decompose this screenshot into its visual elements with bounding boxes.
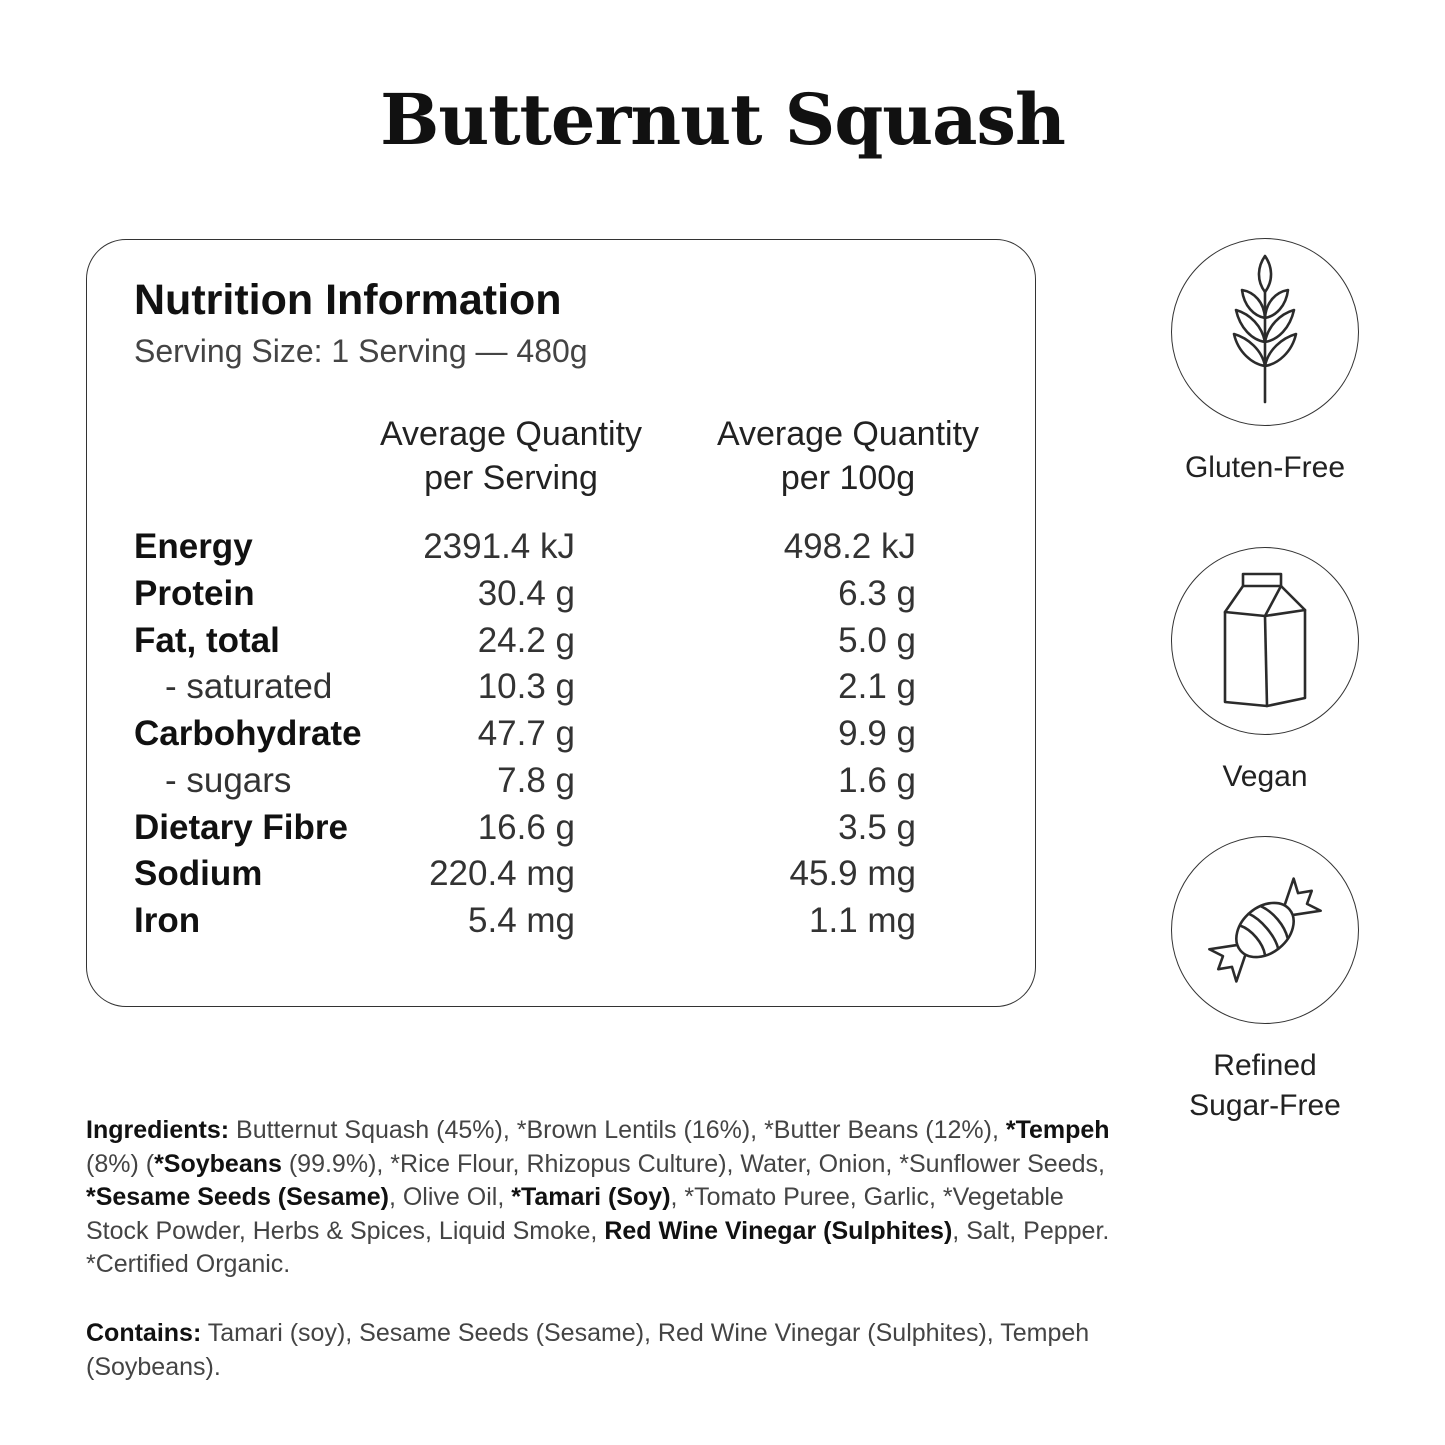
badge-gluten-free: [1170, 238, 1360, 488]
value-per-100g: 5.0 g: [838, 620, 916, 660]
value-per-serving: 24.2 g: [477, 620, 575, 660]
value-per-serving: 16.6 g: [477, 807, 575, 847]
ingredient-text: (8%) (: [86, 1149, 155, 1178]
value-per-100g: 3.5 g: [838, 807, 916, 847]
ingredient-highlight: Ingredients:: [86, 1116, 230, 1144]
badge-label-line: Sugar-Free: [1189, 1089, 1341, 1122]
nutrient-label: - sugars: [165, 760, 292, 800]
value-per-100g: 498.2 kJ: [783, 527, 916, 566]
nutrition-heading: Nutrition Information: [134, 276, 562, 324]
badge-circle: [1171, 547, 1359, 735]
table-row: [87, 571, 1035, 618]
table-row: [87, 898, 1035, 945]
value-per-serving: 47.7 g: [477, 714, 575, 753]
badge-label: Gluten-Free: [1184, 451, 1346, 484]
badge-label: Vegan: [1222, 760, 1308, 793]
ingredient-highlight: *Sesame Seeds (Sesame): [86, 1183, 389, 1212]
value-per-serving: 5.4 mg: [468, 901, 575, 940]
contains-text: [86, 1317, 1126, 1384]
contains-body: Tamari (soy), Sesame Seeds (Sesame), Red Wine Vinegar (Sulphites), Tempeh (Soybeans).: [86, 1319, 1090, 1381]
table-row: [87, 664, 1035, 711]
ingredient-text: , Olive Oil,: [388, 1183, 512, 1212]
ingredient-text: (99.9%), *Rice Flour, Rhizopus Culture), Water, Onion, *Sunflower Seeds,: [281, 1149, 1105, 1178]
ingredient-highlight: Red Wine Vinegar (Sulphites): [604, 1216, 953, 1245]
value-per-serving: 220.4 mg: [429, 854, 575, 894]
candy-icon: [1200, 865, 1330, 995]
ingredient-text: Butternut Squash (45%), *Brown Lentils (16%), *Butter Beans (12%),: [229, 1116, 1006, 1144]
value-per-100g: 6.3 g: [838, 573, 916, 613]
column-header-per-100g: [688, 412, 1008, 500]
column-header-line: per 100g: [780, 459, 916, 497]
value-per-serving: 7.8 g: [497, 760, 575, 800]
value-per-100g: 2.1 g: [838, 667, 916, 707]
ingredient-highlight: *Tempeh: [1005, 1116, 1110, 1144]
table-row: [87, 524, 1035, 571]
value-per-100g: 45.9 mg: [789, 854, 916, 894]
table-row: [87, 618, 1035, 665]
value-per-serving: 30.4 g: [477, 573, 575, 613]
table-row: [87, 758, 1035, 805]
column-header-line: Average Quantity: [379, 415, 643, 453]
milk-carton-icon: [1215, 566, 1315, 716]
nutrition-table: [87, 524, 1035, 945]
badge-vegan: [1170, 547, 1360, 797]
table-row: [87, 711, 1035, 758]
badge-refined-sugar-free: [1170, 836, 1360, 1126]
nutrient-label: Sodium: [134, 854, 263, 894]
nutrition-panel: [86, 239, 1036, 1007]
column-header-line: per Serving: [424, 459, 598, 497]
badge-label: [1170, 1046, 1360, 1126]
nutrient-label: Energy: [134, 527, 253, 566]
nutrient-label: Carbohydrate: [134, 714, 362, 753]
value-per-100g: 9.9 g: [838, 714, 916, 753]
badge-circle: [1171, 238, 1359, 426]
ingredient-highlight: *Tamari (Soy): [511, 1183, 671, 1212]
value-per-100g: 1.6 g: [838, 760, 916, 800]
badge-circle: [1171, 836, 1359, 1024]
wheat-icon: [1210, 252, 1320, 412]
nutrient-label: Iron: [134, 901, 201, 940]
table-row: [87, 805, 1035, 852]
value-per-100g: 1.1 mg: [809, 901, 916, 940]
product-title: Butternut Squash: [380, 78, 1065, 161]
nutrient-label: Protein: [134, 573, 255, 613]
value-per-serving: 10.3 g: [477, 667, 575, 707]
serving-size: Serving Size: 1 Serving — 480g: [134, 333, 588, 369]
nutrient-label: - saturated: [165, 667, 333, 707]
column-header-per-serving: [351, 412, 671, 500]
ingredient-text: , Salt, Pepper. *Certified Organic.: [86, 1216, 1110, 1279]
ingredients-text: [86, 1114, 1126, 1282]
nutrient-label: Fat, total: [134, 620, 280, 660]
ingredient-highlight: *Soybeans: [154, 1149, 282, 1178]
badge-label-line: Refined: [1213, 1049, 1317, 1082]
table-row: [87, 851, 1035, 898]
contains-label: Contains:: [86, 1319, 202, 1347]
column-header-line: Average Quantity: [716, 415, 980, 453]
value-per-serving: 2391.4 kJ: [423, 527, 575, 566]
ingredient-text: , *Tomato Puree, Garlic, *Vegetable Stock Powder, Herbs & Spices, Liquid Smoke,: [86, 1183, 1064, 1245]
nutrient-label: Dietary Fibre: [134, 807, 348, 847]
